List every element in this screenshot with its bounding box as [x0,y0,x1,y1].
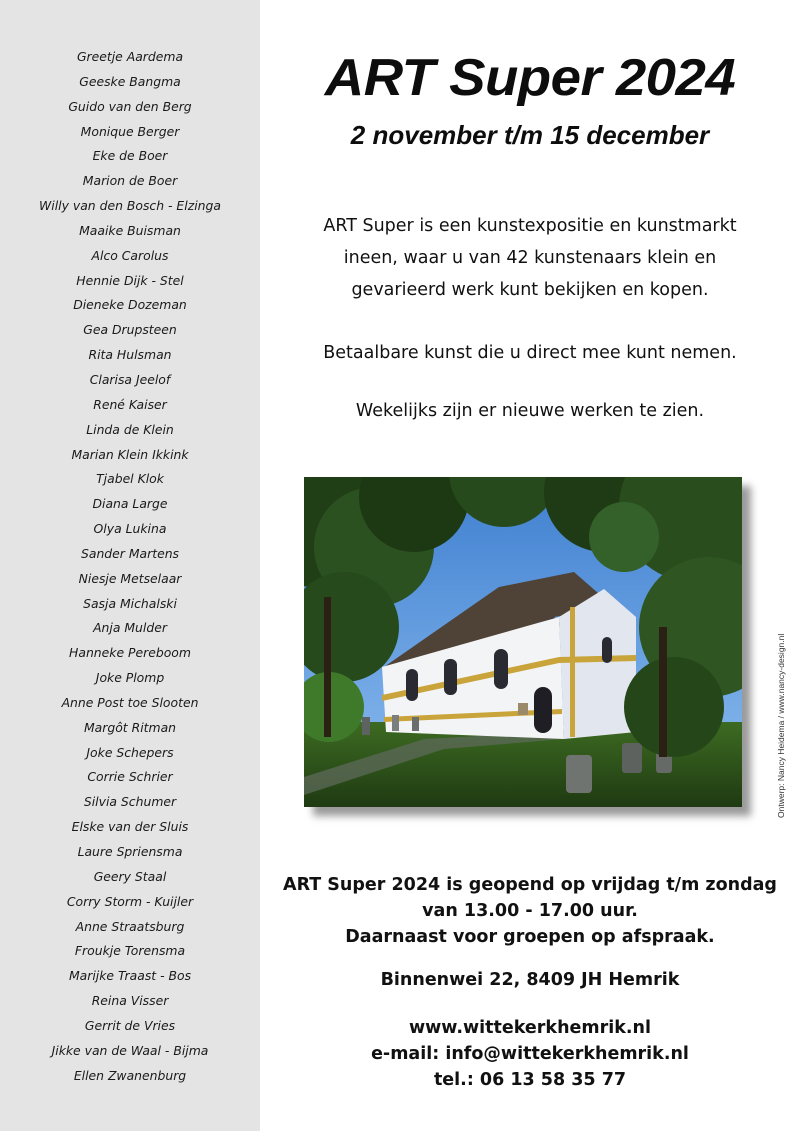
artist-name: Anne Post toe Slooten [61,694,199,710]
artist-name: Anne Straatsburg [75,918,185,934]
artist-name: Gerrit de Vries [84,1017,176,1033]
artist-name: Marian Klein Ikkink [71,446,189,462]
artist-name: Tjabel Klok [96,471,164,487]
church-photo [304,477,742,807]
artist-name: Clarisa Jeelof [89,371,171,387]
exhibition-dates: 2 november t/m 15 december [350,120,710,150]
artist-name: Elske van der Sluis [71,819,189,835]
artist-name: Maaike Buisman [79,222,181,238]
artist-name: Alco Carolus [91,247,169,263]
intro-line: ART Super is een kunstexpositie en kunstmarkt [323,216,737,236]
artist-name: Willy van den Bosch - Elzinga [39,198,221,214]
opening-line: van 13.00 - 17.00 uur. [422,901,638,921]
artist-name: Ellen Zwanenburg [73,1067,187,1083]
phone-number: tel.: 06 13 58 35 77 [433,1070,627,1090]
artist-name: Greetje Aardema [76,49,184,64]
artist-name: Monique Berger [80,123,180,139]
artist-name: Geeske Bangma [79,73,181,89]
artist-name: Jikke van de Waal - Bijma [51,1042,209,1058]
artist-name: Sander Martens [81,545,179,561]
artist-name: Geery Staal [93,868,167,884]
artist-name: Sasja Michalski [83,595,177,611]
artist-name: Silvia Schumer [83,794,177,810]
artist-name: Hanneke Pereboom [69,645,191,661]
weekly-new-work-text: Wekelijks zijn er nieuwe werken te zien. [355,401,705,421]
church-illustration [304,477,742,807]
artist-name: Dieneke Dozeman [73,297,187,313]
page-title: ART Super 2024 [324,49,736,107]
email-link[interactable]: e-mail: info@wittekerkhemrik.nl [371,1044,689,1064]
artist-name: Linda de Klein [86,421,174,437]
artist-name: Gea Drupsteen [83,322,177,338]
website-link[interactable]: www.wittekerkhemrik.nl [408,1018,652,1038]
artist-name: Rita Hulsman [88,347,172,363]
artist-name: Marijke Traast - Bos [68,968,192,984]
artist-name: Froukje Torensma [74,943,186,959]
artist-name: Corrie Schrier [87,769,173,785]
intro-line: ineen, waar u van 42 kunstenaars klein en [343,248,717,268]
affordable-art-text: Betaalbare kunst die u direct mee kunt nemen. [323,343,737,363]
artist-name: Diana Large [92,496,168,512]
artist-list [0,47,260,1090]
opening-line: Daarnaast voor groepen op afspraak. [345,927,715,947]
opening-line: ART Super 2024 is geopend op vrijdag t/m zondag [283,875,777,895]
artist-name: Eke de Boer [92,148,168,164]
artist-name: Niesje Metselaar [78,570,182,586]
artist-name: Guido van den Berg [68,98,192,114]
opening-hours [270,872,790,950]
artist-name: Anja Mulder [93,620,167,636]
intro-line: gevarieerd werk kunt bekijken en kopen. [351,280,709,300]
artist-name: Hennie Dijk - Stel [76,272,184,288]
contact-info [270,1015,790,1093]
photo-credit: Ontwerp: Nancy Heidema / www.nancy-design.nl [776,633,786,818]
artist-name: René Kaiser [93,396,167,412]
artist-name: Marion de Boer [82,173,178,189]
address: Binnenwei 22, 8409 JH Hemrik [380,970,680,990]
artist-name: Olya Lukina [93,521,167,537]
intro-paragraph [280,210,780,306]
artist-name: Laure Spriensma [77,844,183,859]
artist-name: Margôt Ritman [83,719,177,735]
artist-name: Joke Schepers [86,744,174,760]
artist-sidebar [0,0,260,1131]
artist-name: Corry Storm - Kuijler [66,893,194,909]
artist-name: Reina Visser [91,993,169,1009]
artist-name: Joke Plomp [95,670,165,686]
